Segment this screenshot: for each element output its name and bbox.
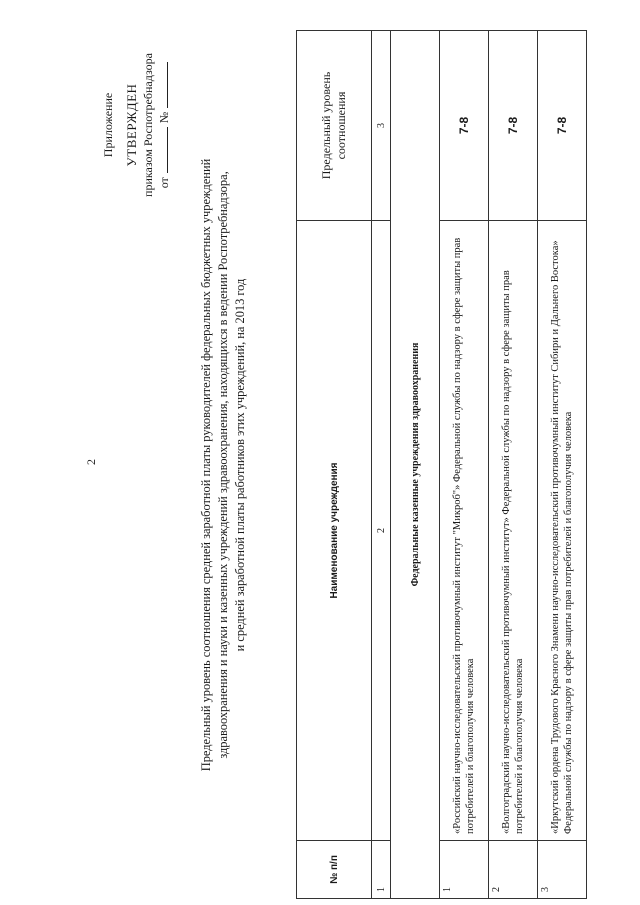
column-number: 1 [372, 841, 391, 899]
section-row [391, 31, 440, 899]
institution-name: «Иркутский ордена Трудового Красного Знамени научно-исследовательский противочумный институт Сибири и Дальнего Востока» Федеральной службы по надзору в сфере защиты прав потребителей и благополучия человека [538, 221, 587, 841]
row-number: 3 [538, 841, 587, 899]
row-number: 1 [440, 841, 489, 899]
heading-line-2: здравоохранения и науки и казенных учреждений здравоохранения, находящихся в ведении Роспотребнадзора, [216, 171, 230, 759]
date-blank [157, 127, 168, 173]
approval-block [100, 45, 172, 205]
institution-name: «Российский научно-исследовательский противочумный институт "Микроб"» Федеральной службы по надзору в сфере защиты прав потребителей и благополучия человека [440, 221, 489, 841]
table-row [440, 31, 489, 899]
heading-line-3: и средней заработной платы работников этих учреждений, на 2013 год [233, 278, 247, 652]
appendix-label: Приложение [101, 92, 115, 158]
section-title: Федеральные казенные учреждения здравоохранения [391, 31, 440, 899]
institutions-table [296, 30, 587, 899]
ratio-level: 7-8 [538, 31, 587, 221]
order-issuer: приказом Роспотребнадзора [141, 53, 155, 197]
header-level: Предельный уровень соотношения [297, 31, 372, 221]
header-name: Наименование учреждения [297, 221, 372, 841]
order-date-line [156, 45, 172, 205]
heading-line-1: Предельный уровень соотношения средней заработной платы руководителей федеральных бюджетных учреждений [199, 158, 213, 772]
institution-name: «Волгоградский научно-исследовательский противочумный институт» Федеральной службы по надзору в сфере защиты прав потребителей и благополучия человека [489, 221, 538, 841]
header-num: № п/п [297, 841, 372, 899]
approved-stamp: УТВЕРЖДЕН [124, 83, 139, 167]
table-row [538, 31, 587, 899]
number-sign: № [157, 111, 171, 124]
ratio-level: 7-8 [489, 31, 538, 221]
ratio-level: 7-8 [440, 31, 489, 221]
column-number-row [372, 31, 391, 899]
from-label: от [157, 177, 171, 189]
number-blank [157, 62, 168, 108]
table-row [489, 31, 538, 899]
page-number: 2 [84, 459, 98, 465]
document-heading [198, 155, 249, 775]
column-number: 3 [372, 31, 391, 221]
column-number: 2 [372, 221, 391, 841]
row-number: 2 [489, 841, 538, 899]
table-header-row [297, 31, 372, 899]
